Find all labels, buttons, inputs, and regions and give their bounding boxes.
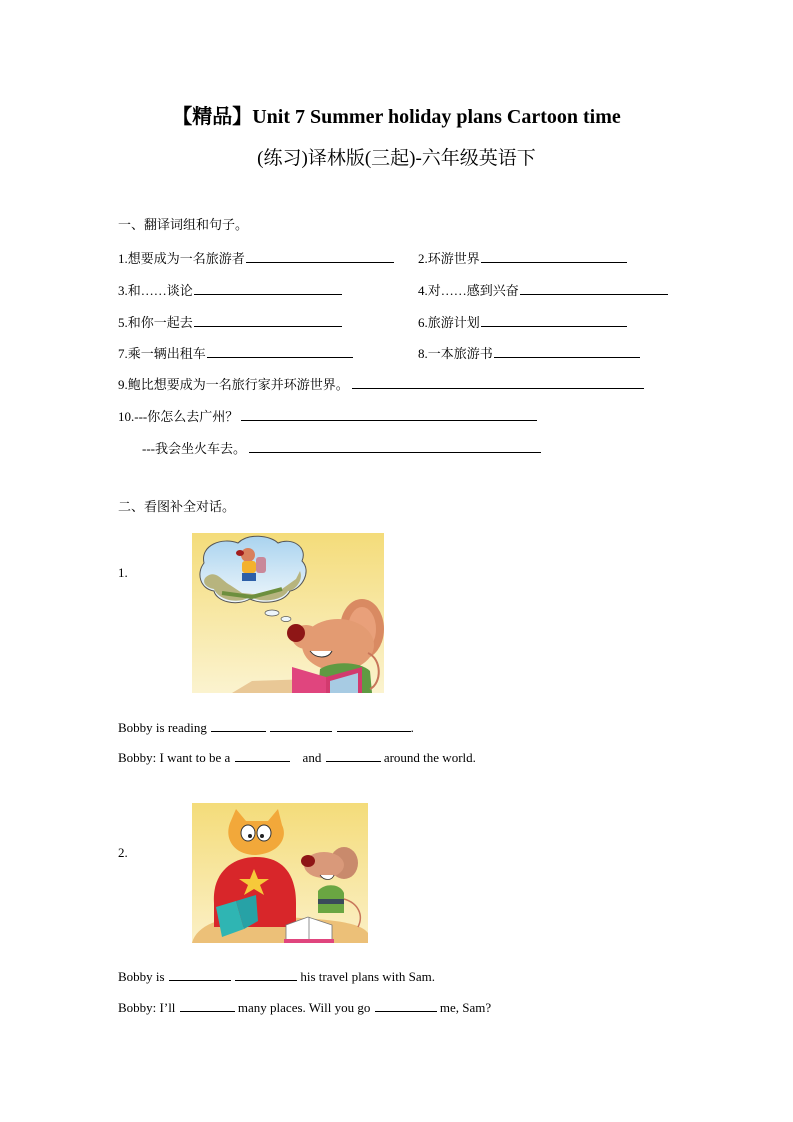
- answer-blank[interactable]: [169, 968, 231, 981]
- sentence-text: around the world.: [383, 750, 476, 765]
- item-label: 10.---你怎么去广州？: [118, 409, 239, 424]
- item-5: [118, 314, 342, 331]
- item-6: [418, 314, 627, 331]
- sentence-text: me, Sam?: [439, 1000, 492, 1015]
- item-4: [418, 282, 668, 299]
- cartoon-image-bobby-reading: [192, 533, 384, 693]
- document-title-line-1: 【精品】Unit 7 Summer holiday plans Cartoon time: [172, 106, 621, 128]
- question-1-number: 1.: [118, 565, 128, 580]
- item-label: 8.一本旅游书: [418, 346, 493, 361]
- question-2-sentence-2: [118, 999, 491, 1016]
- item-label: 1.想要成为一名旅游者: [118, 251, 245, 266]
- answer-blank[interactable]: [375, 999, 437, 1012]
- answer-blank[interactable]: [211, 719, 266, 732]
- item-8: [418, 345, 640, 362]
- sentence-text: Bobby: I’ll: [118, 1000, 176, 1015]
- answer-blank[interactable]: [481, 314, 627, 327]
- item-1: [118, 250, 394, 267]
- question-1-sentence-1: [118, 719, 414, 736]
- answer-blank[interactable]: [235, 968, 297, 981]
- question-2-number: 2.: [118, 845, 128, 860]
- item-9: [118, 376, 644, 393]
- sentence-text: and: [302, 750, 322, 765]
- answer-blank[interactable]: [194, 314, 342, 327]
- section-1-heading: 一、翻译词组和句子。: [118, 217, 249, 232]
- answer-blank[interactable]: [241, 408, 537, 421]
- answer-blank[interactable]: [249, 440, 541, 453]
- answer-blank[interactable]: [326, 749, 381, 762]
- answer-blank[interactable]: [194, 282, 342, 295]
- sentence-end: .: [410, 720, 414, 735]
- answer-blank[interactable]: [481, 250, 627, 263]
- item-label: 9.鲍比想要成为一名旅行家并环游世界。: [118, 377, 349, 392]
- item-2: [418, 250, 627, 267]
- answer-blank[interactable]: [337, 719, 411, 732]
- sentence-text: many places. Will you go: [237, 1000, 371, 1015]
- item-7: [118, 345, 353, 362]
- item-label: 7.乘一辆出租车: [118, 346, 206, 361]
- answer-blank[interactable]: [246, 250, 394, 263]
- item-label: ---我会坐火车去。: [142, 441, 246, 456]
- document-title-line-2: (练习)译林版(三起)-六年级英语下: [257, 148, 536, 169]
- answer-blank[interactable]: [494, 345, 640, 358]
- answer-blank[interactable]: [235, 749, 290, 762]
- question-2-sentence-1: [118, 968, 435, 985]
- item-label: 2.环游世界: [418, 251, 480, 266]
- sentence-text: Bobby: I want to be a: [118, 750, 231, 765]
- item-10-answer: [142, 440, 541, 457]
- sentence-text: his travel plans with Sam.: [300, 969, 436, 984]
- cartoon-image-sam-and-bobby: [192, 803, 368, 943]
- question-1-sentence-2: [118, 749, 476, 766]
- answer-blank[interactable]: [180, 999, 235, 1012]
- item-label: 6.旅游计划: [418, 315, 480, 330]
- answer-blank[interactable]: [352, 376, 644, 389]
- item-10: [118, 408, 537, 425]
- item-label: 5.和你一起去: [118, 315, 193, 330]
- sentence-text: Bobby is: [118, 969, 165, 984]
- sentence-text: Bobby is reading: [118, 720, 207, 735]
- item-label: 4.对……感到兴奋: [418, 283, 519, 298]
- section-2-heading: 二、看图补全对话。: [118, 499, 236, 514]
- item-3: [118, 282, 342, 299]
- answer-blank[interactable]: [270, 719, 332, 732]
- answer-blank[interactable]: [207, 345, 353, 358]
- item-label: 3.和……谈论: [118, 283, 193, 298]
- answer-blank[interactable]: [520, 282, 668, 295]
